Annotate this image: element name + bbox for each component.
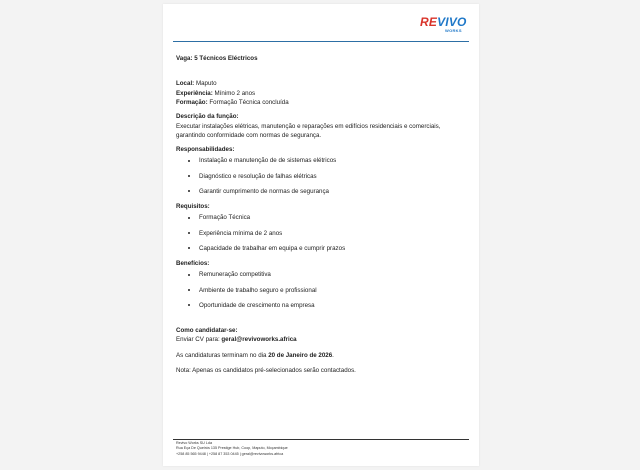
bullet-icon [188,274,190,276]
footer-company: Revivo Works SU Lda [176,441,212,445]
bullet-icon [188,217,190,219]
company-logo [420,16,468,38]
responsibilities-list [176,156,466,202]
job-title: Vaga: 5 Técnicos Eléctricos [176,55,258,62]
requirements-heading: Requisitos: [176,203,210,210]
bullet-icon [188,289,190,291]
list-item-text: Garantir cumprimento de normas de segurança [199,187,330,195]
list-item-text: Capacidade de trabalhar em equipa e cumprir prazos [199,244,346,252]
list-item [176,286,466,301]
document-page [163,4,479,466]
deadline-prefix: As candidaturas terminam no dia [176,351,269,359]
bullet-icon [188,304,190,306]
footer-divider [173,439,469,440]
benefits-heading: Benefícios: [176,259,210,267]
requirements-list [176,213,466,259]
responsibilities-heading: Responsabilidades: [176,146,235,154]
list-item-text: Instalação e manutenção de de sistemas elétricos [199,157,337,165]
bullet-icon [188,247,190,249]
experience-label: Experiência: [176,89,213,97]
experience-line [176,89,466,98]
bullet-icon [188,160,190,162]
logo-wordmark [420,16,467,28]
logo-text-blue: VIVO [437,15,467,29]
list-item-text: Experiência mínima de 2 anos [199,229,283,237]
bullet-icon [188,232,190,234]
benefits-list [176,270,466,316]
education-line [176,98,466,107]
list-item [176,244,466,259]
logo-subtext: WORKS [445,28,462,33]
location-line [176,79,466,88]
education-value: Formação Técnica concluída [207,99,289,107]
experience-value: Mínimo 2 anos [212,89,256,97]
list-item-text: Oportunidade de crescimento na empresa [199,301,315,309]
list-item [176,301,466,316]
location-label: Local: [176,80,195,88]
list-item-text: Formação Técnica [199,214,251,222]
apply-email: geral@revivoworks.africa [221,336,297,344]
logo-text-red: RE [420,15,438,29]
list-item [176,270,466,285]
list-item [176,156,466,171]
list-item [176,229,466,244]
deadline-line [176,351,466,360]
header-divider [173,41,469,42]
apply-prefix: Enviar CV para: [176,336,222,344]
description-heading: Descrição da função: [176,113,239,121]
bullet-icon [188,175,190,177]
footer-contact: +258 85 565 9448 | +258 87 353 0445 | geral@revivoworks.africa [176,451,284,456]
deadline-suffix: . [332,351,334,359]
apply-heading: Como candidatar-se: [176,326,238,334]
list-item [176,213,466,228]
note-text: Nota: Apenas os candidatos pré-selecionados serão contactados. [176,367,356,375]
description-text: Executar instalações elétricas, manutenção e reparações em edifícios residenciais e comerciais, garantindo conformidade com normas de segurança. [176,122,441,140]
document-body [176,54,466,376]
footer [176,441,466,457]
apply-line [176,335,466,344]
list-item-text: Diagnóstico e resolução de falhas elétricas [199,172,317,180]
list-item-text: Remuneração competitiva [199,271,271,279]
list-item [176,172,466,187]
location-value: Maputo [194,80,217,88]
footer-address: Rua Eça De Queirós 135 Prestige Hub, Coop, Maputo, Moçambique [176,446,288,451]
list-item [176,187,466,202]
bullet-icon [188,190,190,192]
list-item-text: Ambiente de trabalho seguro e profissional [199,286,317,294]
education-label: Formação: [176,99,208,107]
deadline-date: 20 de Janeiro de 2026 [268,351,333,359]
